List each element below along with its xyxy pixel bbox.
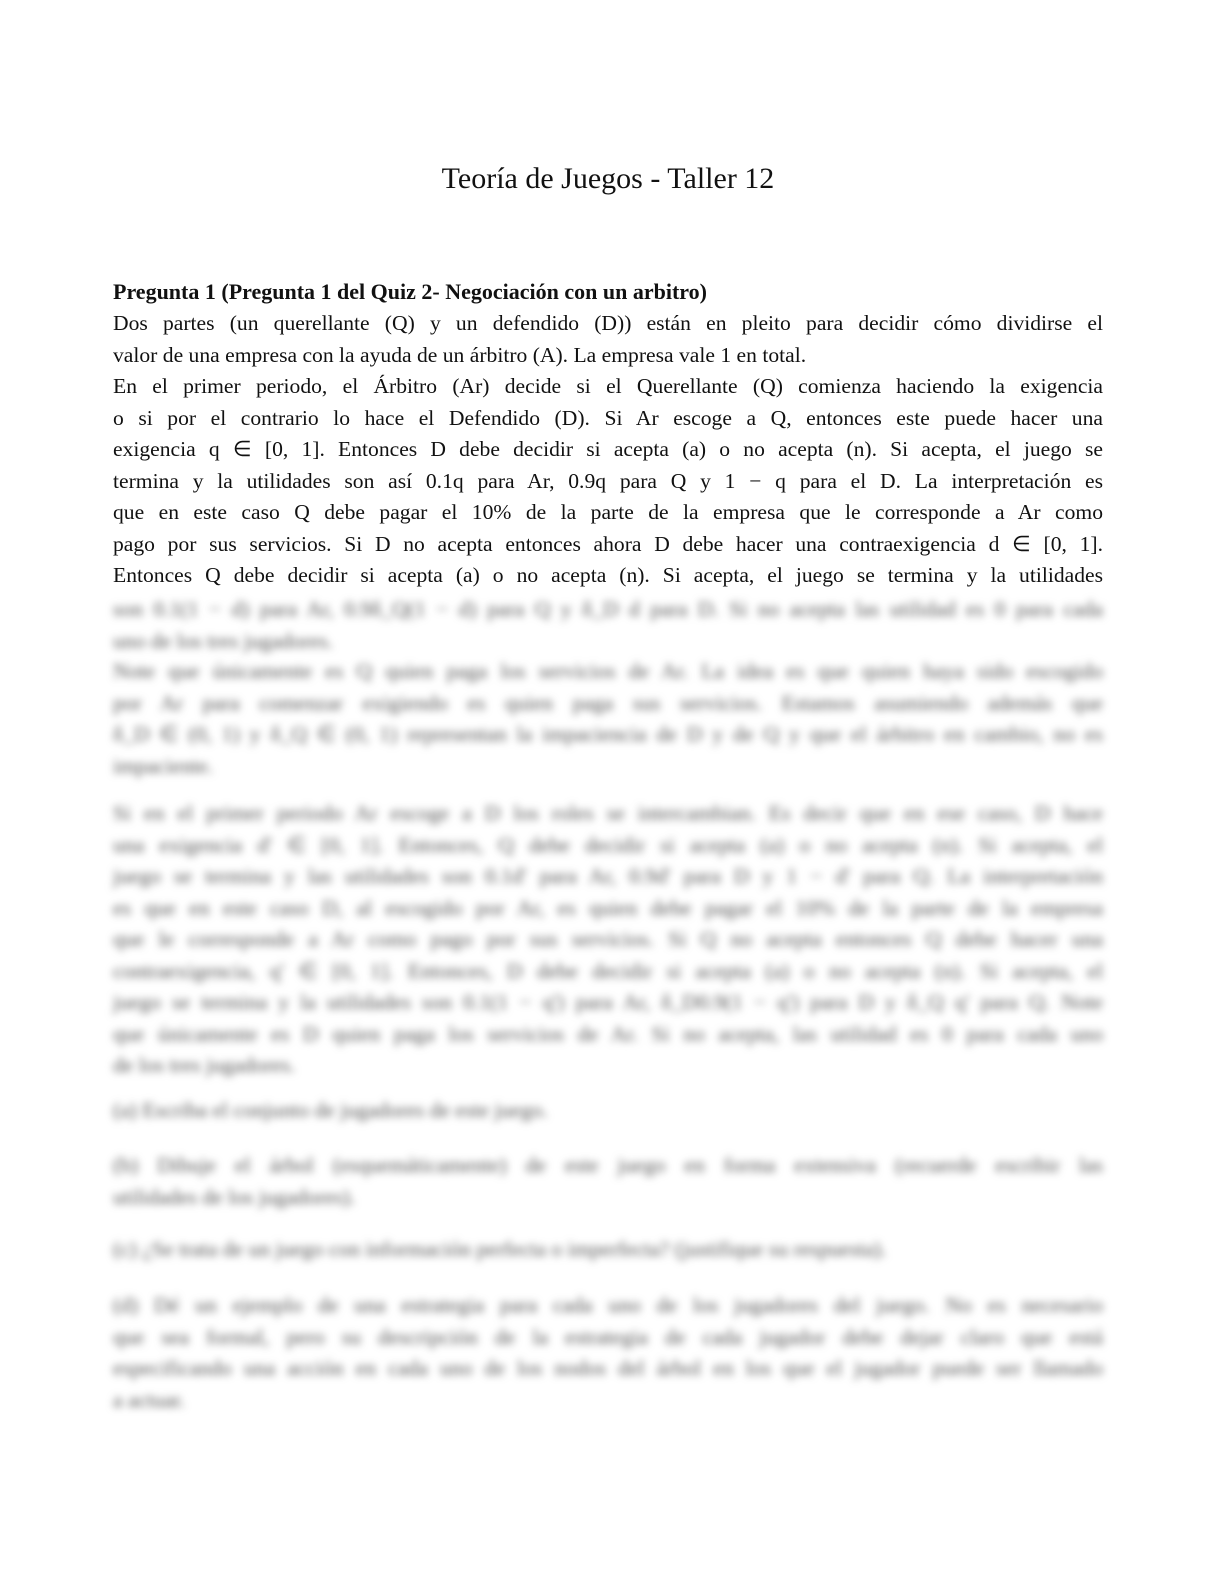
text-line: exigencia q ∈ [0, 1]. Entonces D debe decidir si acepta (a) o no acepta (n). Si acepta, el juego se <box>113 437 1103 461</box>
intro-paragraph <box>113 308 1103 371</box>
text-line: pago por sus servicios. Si D no acepta entonces ahora D debe hacer una contraexigencia d ∈ [0, 1]. <box>113 531 1103 556</box>
text-line: son 0.1(1 − d) para Ar, 0.9δ_Q(1 − d) para Q y δ_D d para D. Si no acepta las utilidad es 0 para cada <box>113 597 1103 621</box>
text-line: que únicamente es D quien paga los servicios de Ar. Si no acepta, las utilidad es 0 para cada uno <box>113 1021 1103 1046</box>
text-line: a actuar. <box>113 1387 185 1412</box>
item-b <box>113 1150 1103 1213</box>
text-line: especificando una acción en cada uno de los nodos del árbol en los que el jugador puede ser llamado <box>113 1356 1103 1380</box>
blurred-paragraph-1 <box>113 594 1103 657</box>
text-line: (d) Dé un ejemplo de una estrategia para cada uno de los jugadores del juego. No es necesario <box>113 1293 1103 1317</box>
item-d <box>113 1290 1103 1416</box>
text-line: uno de los tres jugadores. <box>113 628 334 653</box>
text-line: contraexigencia, q' ∈ [0, 1]. Entonces, D debe decidir si acepta (a) o no acepta (n). Si acepta, el <box>113 958 1103 983</box>
text-line: que sea formal, pero su descripción de la estrategia de cada jugador debe dejar claro que está <box>113 1324 1103 1349</box>
item-a <box>113 1095 1103 1127</box>
text-line: valor de una empresa con la ayuda de un árbitro (A). La empresa vale 1 en total. <box>113 342 807 367</box>
text-line: (c) ¿Se trata de un juego con información perfecta o imperfecta? (justifique su respuesta). <box>113 1237 887 1261</box>
text-line: Entonces Q debe decidir si acepta (a) o no acepta (n). Si acepta, el juego se termina y la utilidades <box>113 563 1103 587</box>
text-line: (b) Dibuje el árbol (esquemáticamente) de este juego en forma extensiva (recuerde escribir las <box>113 1153 1103 1177</box>
text-line: δ_D ∈ (0, 1) y δ_Q ∈ (0, 1) representan la impaciencia de D y de Q y que el árbitro en cambio, no es <box>113 722 1103 746</box>
text-line: juego se termina y las utilidades son 0.1d' para Ar, 0.9d' para D y 1 − d' para Q. La interpretación <box>113 864 1103 888</box>
text-line: (a) Escriba el conjunto de jugadores de este juego. <box>113 1098 548 1122</box>
text-line: o si por el contrario lo hace el Defendido (D). Si Ar escoge a Q, entonces este puede hacer una <box>113 405 1103 430</box>
text-line: por Ar para comenzar exigiendo es quien paga sus servicios. Estamos asumiendo además que <box>113 690 1103 715</box>
text-line: utilidades de los jugadores). <box>113 1184 356 1209</box>
question-heading: Pregunta 1 (Pregunta 1 del Quiz 2- Negociación con un arbitro) <box>113 279 707 304</box>
text-line: Si en el primer periodo Ar escoge a D los roles se intercambian. Es decir que en ese caso, D hace <box>113 801 1103 825</box>
document-title: Teoría de Juegos - Taller 12 <box>441 162 775 195</box>
text-line: termina y la utilidades son así 0.1q para Ar, 0.9q para Q y 1 − q para el D. La interpretación es <box>113 468 1103 493</box>
blurred-paragraph-2 <box>113 656 1103 782</box>
body-paragraph <box>113 371 1103 592</box>
text-line: que en este caso Q debe pagar el 10% de la parte de la empresa que le corresponde a Ar como <box>113 500 1103 524</box>
text-line: que le corresponde a Ar como pago por sus servicios. Si Q no acepta entonces Q debe hacer una <box>113 927 1103 951</box>
text-line: una exigencia d' ∈ [0, 1]. Entonces, Q debe decidir si acepta (a) o no acepta (n). Si acepta, el <box>113 832 1103 857</box>
text-line: Note que únicamente es Q quien paga los servicios de Ar. La idea es que quien haya sido escogido <box>113 659 1103 683</box>
text-line: Dos partes (un querellante (Q) y un defendido (D)) están en pleito para decidir cómo dividirse el <box>113 311 1103 335</box>
text-line: es que en este caso D, al escogido por Ar, es quien debe pagar el 10% de la parte de la empresa <box>113 895 1103 920</box>
blurred-paragraph-3 <box>113 798 1103 1082</box>
item-c <box>113 1234 1103 1266</box>
text-line: En el primer periodo, el Árbitro (Ar) decide si el Querellante (Q) comienza haciendo la exigencia <box>113 374 1103 398</box>
text-line: de los tres jugadores. <box>113 1053 296 1077</box>
text-line: impaciente. <box>113 753 214 778</box>
text-line: juego se termina y la utilidades son 0.1(1 − q') para Ar, δ_D0.9(1 − q') para D y δ_Q q' para Q. Note <box>113 990 1103 1014</box>
